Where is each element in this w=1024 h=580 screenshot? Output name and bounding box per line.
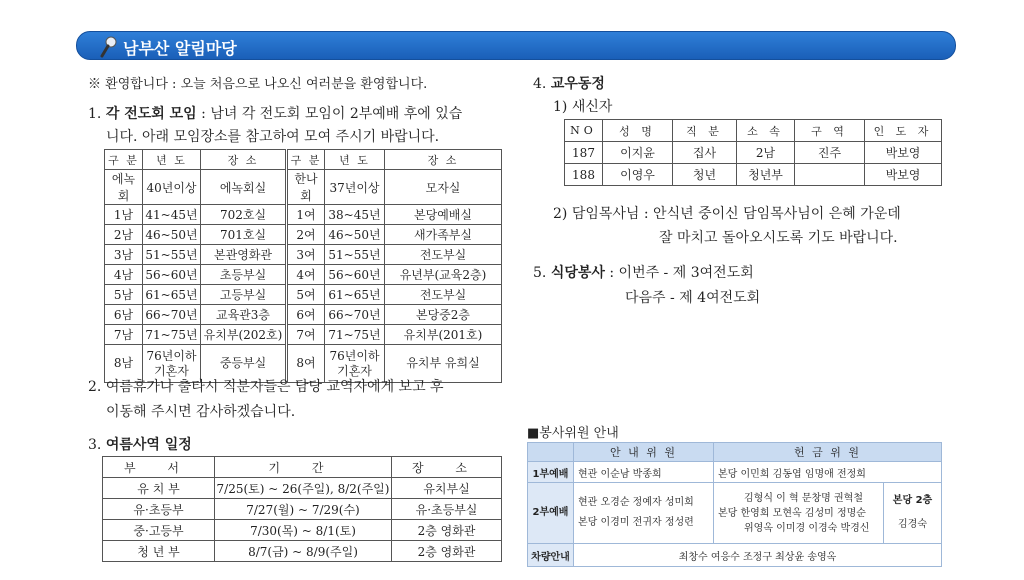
- table-cell: 2층 영화관: [392, 520, 502, 541]
- table-cell: 6남: [105, 305, 143, 325]
- table-row: [105, 225, 502, 245]
- header-cell: NO: [565, 120, 603, 142]
- header-cell: 구 역: [795, 120, 865, 142]
- table-cell: 본당 2층 김경숙: [884, 483, 942, 544]
- table-row: [103, 541, 502, 562]
- table-cell: 46~50년: [325, 225, 385, 245]
- pastor-note-1: 2) 담임목사님 : 안식년 중이신 담임목사님이 은혜 가운데: [553, 206, 901, 222]
- table-cell: 이영우: [603, 164, 673, 186]
- table-cell: 702호실: [201, 205, 287, 225]
- table-cell: 모자실: [385, 170, 502, 205]
- table-cell: 3여: [287, 245, 325, 265]
- section-3-heading: 3. 여름사역 일정: [88, 437, 192, 453]
- table-cell: 청 년 부: [103, 541, 215, 562]
- section-1-heading: [88, 103, 462, 123]
- table-cell: 1남: [105, 205, 143, 225]
- table-cell: 한나회: [287, 170, 325, 205]
- table-cell: 4남: [105, 265, 143, 285]
- table-row: [103, 499, 502, 520]
- section-5-heading: 5. 식당봉사 : 이번주 - 제 3여전도회: [533, 265, 754, 281]
- row-label: 1부예배: [528, 462, 574, 483]
- section-2-text-2: 이동해 주시면 감사하겠습니다.: [106, 404, 296, 420]
- volunteers-title: ■봉사위원 안내: [527, 426, 619, 441]
- table-cell: 최창수 여응수 조정구 최상윤 송영옥: [574, 544, 942, 567]
- table-cell: 김형식 이 혁 문창명 권혁철 본당 한영희 모현옥 김성미 정명순 위영옥 이미경 이경숙 박경신: [714, 483, 884, 544]
- table-cell: 중등부실: [201, 345, 287, 383]
- table-row: [565, 164, 942, 186]
- table-cell: 본당예배실: [385, 205, 502, 225]
- table-row: [105, 265, 502, 285]
- table-cell: 본당중2층: [385, 305, 502, 325]
- banner-title: 남부산 알림마당: [123, 39, 237, 58]
- table-cell: 유치부실: [392, 478, 502, 499]
- header-cell: 장 소: [201, 150, 287, 170]
- table-cell: 56~60년: [325, 265, 385, 285]
- table-cell: 현관 이순남 박종희: [574, 462, 714, 483]
- header-cell: 부 서: [103, 457, 215, 478]
- table-cell: 51~55년: [143, 245, 201, 265]
- table-cell: 51~55년: [325, 245, 385, 265]
- table-row: [528, 544, 942, 567]
- table-cell: 188: [565, 164, 603, 186]
- table-cell: 7/27(월) ~ 7/29(수): [215, 499, 392, 520]
- table-cell: 5남: [105, 285, 143, 305]
- new-members-subheading: 1) 새신자: [553, 99, 613, 115]
- table-cell: 7/30(목) ~ 8/1(토): [215, 520, 392, 541]
- table-row: [105, 170, 502, 205]
- table-cell: 4여: [287, 265, 325, 285]
- table-cell: 유치부 유희실: [385, 345, 502, 383]
- table-cell: 8여: [287, 345, 325, 383]
- table-header-row: [105, 150, 502, 170]
- section-5-text-2: 다음주 - 제 4여전도회: [625, 290, 761, 306]
- table-row: [105, 245, 502, 265]
- table-cell: 7/25(토) ~ 26(주일), 8/2(주일): [215, 478, 392, 499]
- table-row: [565, 142, 942, 164]
- table-cell: 유치부(202호): [201, 325, 287, 345]
- table-cell: 고등부실: [201, 285, 287, 305]
- table-cell: 6여: [287, 305, 325, 325]
- table-cell: 에녹회실: [201, 170, 287, 205]
- table-cell: 유·초등부실: [392, 499, 502, 520]
- header-cell: 기 간: [215, 457, 392, 478]
- table-row: [105, 205, 502, 225]
- table-cell: 박보영: [865, 164, 942, 186]
- table-cell: 701호실: [201, 225, 287, 245]
- table-cell: 41~45년: [143, 205, 201, 225]
- table-cell: 61~65년: [325, 285, 385, 305]
- volunteers-table: [527, 442, 942, 567]
- section-2-text-1: 2. 여름휴가나 출타시 직분자들은 담당 교역자에게 보고 후: [88, 379, 444, 395]
- table-cell: 7여: [287, 325, 325, 345]
- table-cell: 1여: [287, 205, 325, 225]
- table-row: [528, 483, 942, 544]
- table-cell: 2남: [737, 142, 795, 164]
- table-cell: 71~75년: [325, 325, 385, 345]
- table-cell: 유·초등부: [103, 499, 215, 520]
- header-cell: 년 도: [143, 150, 201, 170]
- table-row: [105, 325, 502, 345]
- row-label: 2부예배: [528, 483, 574, 544]
- table-cell: 집사: [673, 142, 737, 164]
- header-cell: 장 소: [385, 150, 502, 170]
- table-cell: 187: [565, 142, 603, 164]
- header-cell: 년 도: [325, 150, 385, 170]
- section-title: 각 전도회 모임: [105, 106, 197, 122]
- table-row: [105, 305, 502, 325]
- table-cell: 76년이하 기혼자: [143, 345, 201, 383]
- header-cell: 소 속: [737, 120, 795, 142]
- table-cell: 청년부: [737, 164, 795, 186]
- row-label: 차량안내: [528, 544, 574, 567]
- header-banner: [76, 31, 956, 60]
- table-header-row: [103, 457, 502, 478]
- section-1-text: 니다. 아래 모임장소를 참고하여 모여 주시기 바랍니다.: [106, 129, 440, 145]
- table-cell: 박보영: [865, 142, 942, 164]
- table-cell: 중·고등부: [103, 520, 215, 541]
- table-cell: 진주: [795, 142, 865, 164]
- table-cell: 56~60년: [143, 265, 201, 285]
- header-cell: 인 도 자: [865, 120, 942, 142]
- header-cell: 성 명: [603, 120, 673, 142]
- table-cell: 에녹회: [105, 170, 143, 205]
- welcome-text: ※ 환영합니다 : 오늘 처음으로 나오신 여러분을 환영합니다.: [88, 77, 428, 92]
- section-number: 1.: [88, 106, 102, 122]
- table-cell: 교육관3층: [201, 305, 287, 325]
- table-cell: 40년이상: [143, 170, 201, 205]
- pastor-note-2: 잘 마치고 돌아오시도록 기도 바랍니다.: [659, 230, 898, 246]
- table-cell: 전도부실: [385, 245, 502, 265]
- header-cell: 장 소: [392, 457, 502, 478]
- table-cell: 2남: [105, 225, 143, 245]
- table-cell: 61~65년: [143, 285, 201, 305]
- meeting-places-table: [104, 149, 502, 383]
- table-cell: 현관 오경순 정예자 성미희 본당 이경미 전귀자 정성련: [574, 483, 714, 544]
- table-cell: 7남: [105, 325, 143, 345]
- table-cell: 본당 이민희 김동엽 임명애 전정희: [714, 462, 942, 483]
- new-members-table: [564, 119, 942, 186]
- table-row: [103, 520, 502, 541]
- header-cell: 헌 금 위 원: [714, 443, 942, 462]
- table-cell: 전도부실: [385, 285, 502, 305]
- section-text: : 남녀 각 전도회 모임이 2부예배 후에 있습: [196, 106, 463, 122]
- table-cell: 71~75년: [143, 325, 201, 345]
- table-cell: 3남: [105, 245, 143, 265]
- table-cell: 새가족부실: [385, 225, 502, 245]
- table-row: [528, 462, 942, 483]
- table-cell: 2층 영화관: [392, 541, 502, 562]
- table-cell: 76년이하 기혼자: [325, 345, 385, 383]
- table-header-row: [528, 443, 942, 462]
- table-cell: 초등부실: [201, 265, 287, 285]
- header-cell: 안 내 위 원: [574, 443, 714, 462]
- section-4-heading: 4. 교우동정: [533, 76, 605, 92]
- table-cell: 66~70년: [143, 305, 201, 325]
- table-cell: 본관영화관: [201, 245, 287, 265]
- table-cell: 유 치 부: [103, 478, 215, 499]
- table-cell: 8남: [105, 345, 143, 383]
- header-cell: 직 분: [673, 120, 737, 142]
- table-row: [103, 478, 502, 499]
- table-cell: 유년부(교육2층): [385, 265, 502, 285]
- table-cell: 청년: [673, 164, 737, 186]
- header-cell: 구 분: [287, 150, 325, 170]
- table-cell: 38~45년: [325, 205, 385, 225]
- summer-schedule-table: [102, 456, 502, 562]
- table-cell: 66~70년: [325, 305, 385, 325]
- table-cell: 37년이상: [325, 170, 385, 205]
- table-cell: 2여: [287, 225, 325, 245]
- table-cell: [795, 164, 865, 186]
- table-cell: 유치부(201호): [385, 325, 502, 345]
- table-cell: 46~50년: [143, 225, 201, 245]
- microphone-icon: [99, 36, 119, 58]
- header-cell: [528, 443, 574, 462]
- table-cell: 이지윤: [603, 142, 673, 164]
- table-row: [105, 285, 502, 305]
- table-header-row: [565, 120, 942, 142]
- table-cell: 8/7(금) ~ 8/9(주일): [215, 541, 392, 562]
- table-cell: 5여: [287, 285, 325, 305]
- header-cell: 구 분: [105, 150, 143, 170]
